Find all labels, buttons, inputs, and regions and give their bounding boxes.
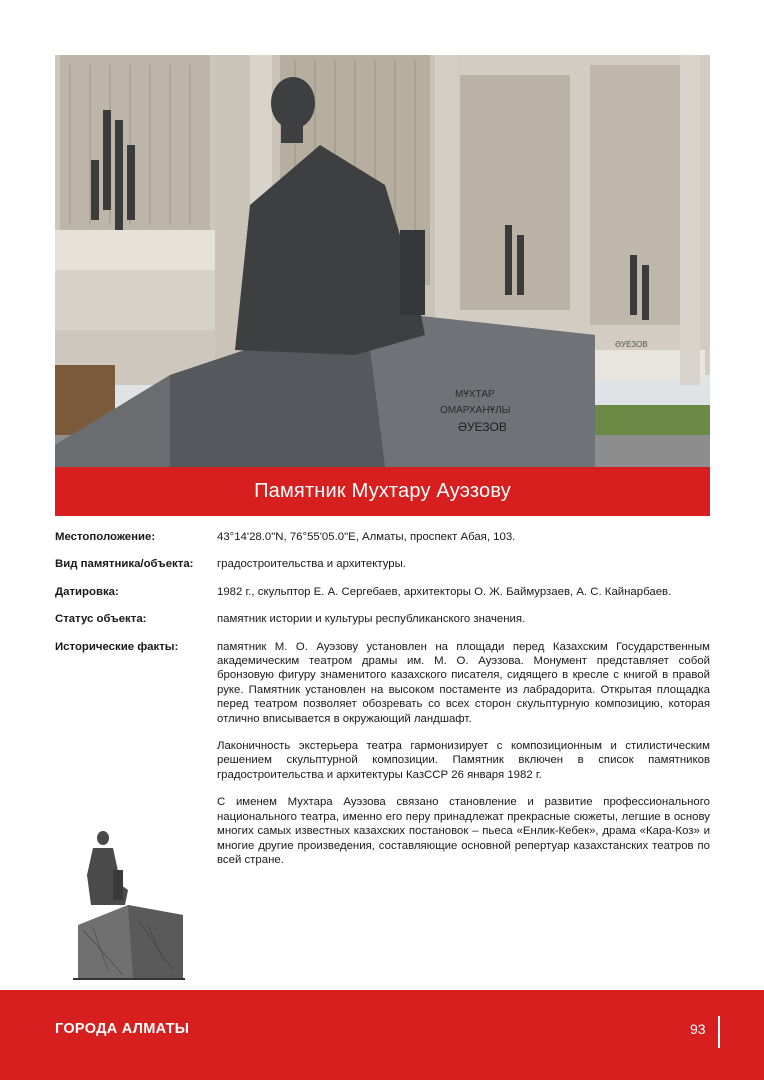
info-row-dating	[55, 585, 710, 599]
location-label: Местоположение:	[55, 531, 156, 543]
footer-city: ГОРОДА АЛМАТЫ	[55, 1021, 190, 1037]
info-row-location	[55, 530, 710, 544]
info-row-status	[55, 612, 710, 626]
history-paragraph-3: С именем Мухтара Ауэзова связано становление и развитие профессионального национального театра, именно его перу принадлежат прекрасные сюжеты, легшие в основу многих самых известных казахских постановок – пьеса «Енлик-Кебек», драма «Кара-Коз» и многие другие произведения, составляющие основной репертуар казахстанских театров по всей стране.	[217, 796, 710, 866]
monument-photo-svg	[55, 55, 710, 467]
history-paragraph-2: Лаконичность экстерьера театра гармонизирует с композиционным и стилистическим решением скульптурной композиции. Памятник включен в список памятников градостроительства и архитектуры КазССР 26 января 1982 г.	[217, 740, 710, 781]
dating-value: 1982 г., скульптор Е. А. Сергебаев, архитекторы О. Ж. Баймурзаев, А. С. Кайнарбаев.	[217, 585, 672, 598]
status-label: Статус объекта:	[55, 613, 147, 626]
type-value: градостроительства и архитектуры.	[217, 558, 406, 571]
building-sign: ӘУЕЗОВ	[615, 340, 648, 349]
footer-divider	[718, 1016, 720, 1048]
dating-label: Датировка:	[55, 585, 119, 598]
page-number: 93	[690, 1021, 706, 1037]
inscription-line-2: ОМАРХАНҰЛЫ	[440, 405, 511, 416]
status-value: памятник истории и культуры республиканского значения.	[217, 613, 526, 626]
history-label: Исторические факты:	[55, 640, 179, 653]
page-footer	[0, 990, 764, 1080]
type-label: Вид памятника/объекта:	[55, 558, 194, 571]
monument-photo	[55, 55, 710, 467]
inscription-line-3: ӘУЕЗОВ	[458, 420, 507, 434]
info-row-type	[55, 557, 710, 571]
inscription-line-1: МҰХТАР	[455, 389, 495, 400]
monument-sketch-svg	[73, 830, 185, 980]
page-title: Памятник Мухтару Ауэзову	[55, 467, 710, 516]
location-value: 43°14'28.0"N, 76°55'05.0"E, Алматы, проспект Абая, 103.	[217, 531, 516, 543]
monument-sketch	[73, 830, 185, 980]
history-text	[217, 640, 710, 881]
history-paragraph-1: памятник М. О. Ауэзову установлен на площади перед Казахским Государственным академическим театром драмы им. М. О. Ауэзова. Монумент представляет собой бронзовую фигуру знаменитого казахского писателя, сидящего в кресле с книгой в правой руке. Памятник установлен на высоком постаменте из лабрадорита. Открытая площадка перед театром позволяет обозревать со всех сторон скульптурную композицию, которая отлично вписывается в окружающий ландшафт.	[217, 640, 710, 725]
